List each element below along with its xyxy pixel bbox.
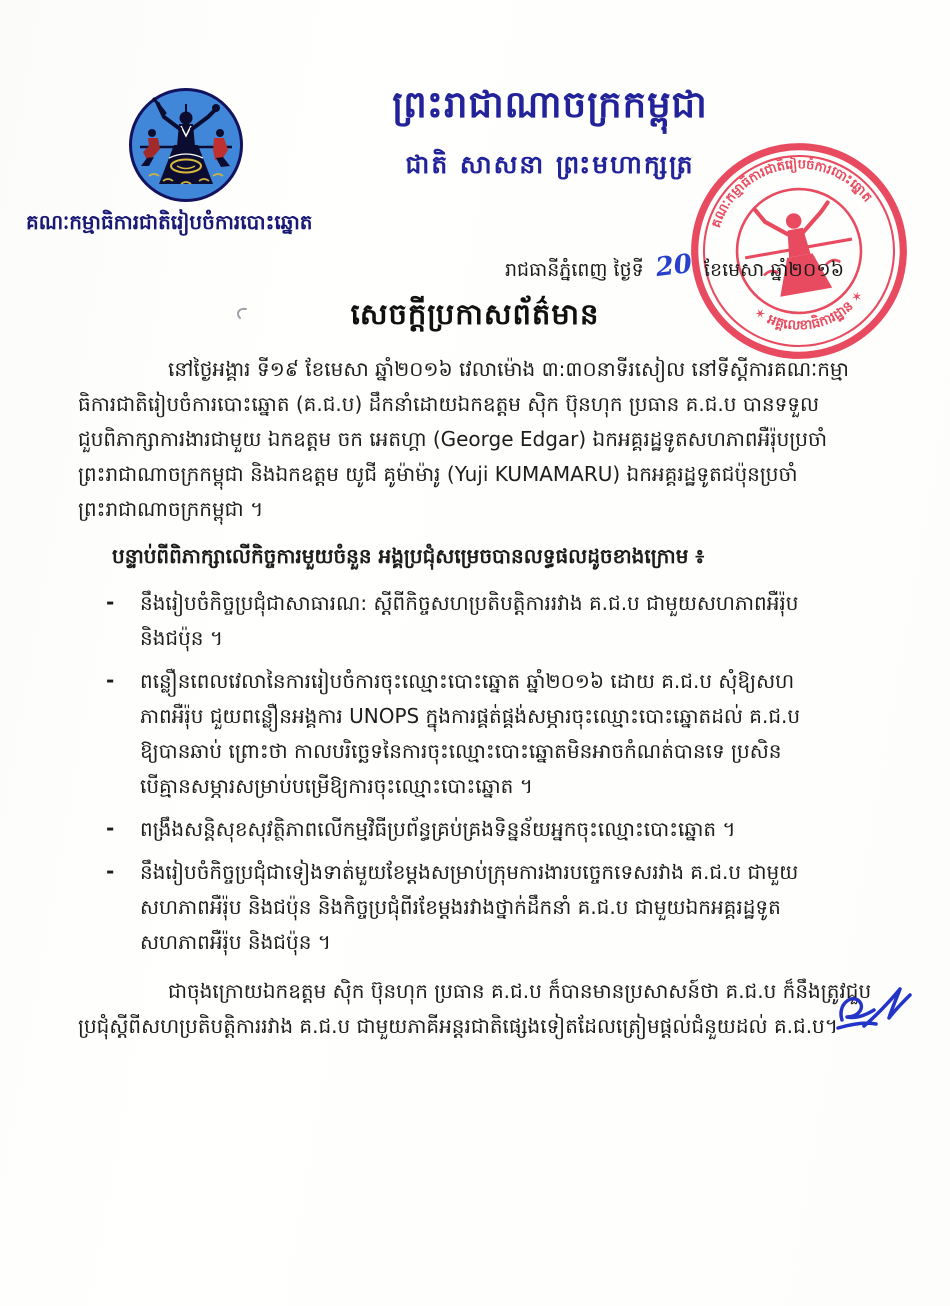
- text-line: ជាចុងក្រោយឯកឧត្តម ស៊ិក ប៊ុនហុក ប្រធាន គ.ជ.ប ក៏បានមានប្រសាសន៍ថា គ.ជ.ប ក៏នឹងត្រូវជួប: [168, 979, 872, 1003]
- closing-paragraph: [78, 974, 882, 1044]
- bullet-marker: -: [106, 590, 115, 614]
- document-body: [78, 352, 882, 1044]
- text-line: នឹងរៀបចំកិច្ចប្រជុំជាទៀងទាត់មួយខែម្តងសម្រាប់ក្រុមការងារបច្ចេកទេសរវាង គ.ជ.ប ជាមួយ: [140, 860, 799, 884]
- bullet-marker: -: [106, 816, 115, 840]
- text-line: ពង្រឹងសន្តិសុខសុវត្ថិភាពលើកម្មវិធីប្រព័ន្ធគ្រប់គ្រងទិន្នន័យអ្នកចុះឈ្មោះបោះឆ្នោត ។: [140, 817, 736, 841]
- text-line: ឱ្យបានឆាប់ ព្រោះថា កាលបរិច្ឆេទនៃការចុះឈ្មោះបោះឆ្នោតមិនអាចកំណត់បានទេ ប្រសិន: [140, 739, 782, 763]
- bullet-item: [78, 586, 882, 656]
- results-intro-line: បន្ទាប់ពីពិភាក្សាលើកិច្ចការមួយចំនួន អង្គប្រជុំសម្រេចបានលទ្ធផលដូចខាងក្រោម ៖: [112, 544, 705, 568]
- bullet-marker: -: [106, 668, 115, 692]
- bullet-content: [140, 812, 882, 847]
- text-line: ធិការជាតិរៀបចំការបោះឆ្នោត (គ.ជ.ប) ដឹកនាំដោយឯកឧត្តម ស៊ិក ប៊ុនហុក ប្រធាន គ.ជ.ប បានទទួល: [78, 392, 820, 416]
- opening-paragraph: [78, 352, 882, 527]
- stamp-bottom-text: ✶ អគ្គលេខាធិការដ្ឋាន ✶: [750, 288, 868, 334]
- dateline-prefix: រាជធានីភ្នំពេញ ថ្ងៃទី: [505, 259, 644, 281]
- text-line: ពន្លឿនពេលវេលានៃការរៀបចំការចុះឈ្មោះបោះឆ្នោត ឆ្នាំ២០១៦ ដោយ គ.ជ.ប សុំឱ្យសហ: [140, 669, 795, 693]
- text-line: និងជប៉ុន ។: [140, 626, 224, 650]
- text-line: នៅថ្ងៃអង្គារ ទី១៩ ខែមេសា ឆ្នាំ២០១៦ វេលាម៉ោង ៣:៣០នាទីរសៀល នៅទីស្តីការគណៈកម្មា: [168, 357, 849, 381]
- text-line: ព្រះរាជាណាចក្រកម្ពុជា ។: [78, 497, 264, 521]
- press-release-title: សេចក្តីប្រកាសព័ត៌មាន: [350, 297, 600, 331]
- text-line: ព្រះរាជាណាចក្រកម្ពុជា និងឯកឧត្តម យូជី គូម៉ាម៉ារូ (Yuji KUMAMARU) ឯកអគ្គរដ្ឋទូតជប៉ុនប្រចាំ: [78, 462, 798, 486]
- bullet-content: [140, 664, 882, 804]
- bullet-item: [78, 812, 882, 847]
- bullet-marker: -: [106, 859, 115, 883]
- bullet-content: [140, 855, 882, 960]
- bullet-content: [140, 586, 882, 656]
- text-line: សហភាពអឺរ៉ុប និងជប៉ុន ។: [140, 930, 331, 954]
- national-motto: ជាតិ សាសនា ព្រះមហាក្សត្រ: [405, 150, 695, 179]
- text-line: ប្រជុំស្តីពីសហប្រតិបត្តិការរវាង គ.ជ.ប ជាមួយភាគីអន្តរជាតិផ្សេងទៀតដែលត្រៀមផ្តល់ជំនួយដល់ គ.ជ.ប។: [78, 1014, 838, 1038]
- kingdom-title: ព្រះរាជាណាចក្រកម្ពុជា: [392, 83, 708, 126]
- bullet-item: [78, 855, 882, 960]
- handwritten-day: 20: [653, 248, 694, 284]
- dateline: [505, 248, 845, 286]
- text-line: ជួបពិភាក្សាការងារជាមួយ ឯកឧត្តម ចក អេតហ្គា (George Edgar) ឯកអគ្គរដ្ឋទូតសហភាពអឺរ៉ុបប្រចាំ: [78, 427, 828, 451]
- results-bullet-list: [78, 586, 882, 960]
- text-line: សហភាពអឺរ៉ុប និងជប៉ុន និងកិច្ចប្រជុំពីរខែម្តងរវាងថ្នាក់ដឹកនាំ គ.ជ.ប ជាមួយឯកអគ្គរដ្ឋទូត: [140, 895, 781, 919]
- text-line: បើគ្មានសម្ភារសម្រាប់បម្រើឱ្យការចុះឈ្មោះបោះឆ្នោត ។: [140, 774, 533, 798]
- text-line: នឹងរៀបចំកិច្ចប្រជុំជាសាធារណ: ស្តីពីកិច្ចសហប្រតិបត្តិការរវាង គ.ជ.ប ជាមួយសហភាពអឺរ៉ុប: [140, 591, 799, 615]
- bullet-item: [78, 664, 882, 804]
- text-line: ភាពអឺរ៉ុប ជួយពន្លឿនអង្គការ UNOPS ក្នុងការផ្គត់ផ្គង់សម្ភារចុះឈ្មោះបោះឆ្នោតដល់ គ.ជ.ប: [140, 704, 801, 728]
- nec-emblem-icon: [127, 86, 245, 206]
- dateline-suffix: ខែមេសា ឆ្នាំ២០១៦: [704, 259, 845, 281]
- signature-initial-icon: [832, 984, 927, 1050]
- stamp-top-text: គណៈកម្មាធិការជាតិរៀបចំការបោះឆ្នោត: [708, 157, 875, 230]
- committee-name: គណៈកម្មាធិការជាតិរៀបចំការបោះឆ្នោត: [26, 210, 313, 234]
